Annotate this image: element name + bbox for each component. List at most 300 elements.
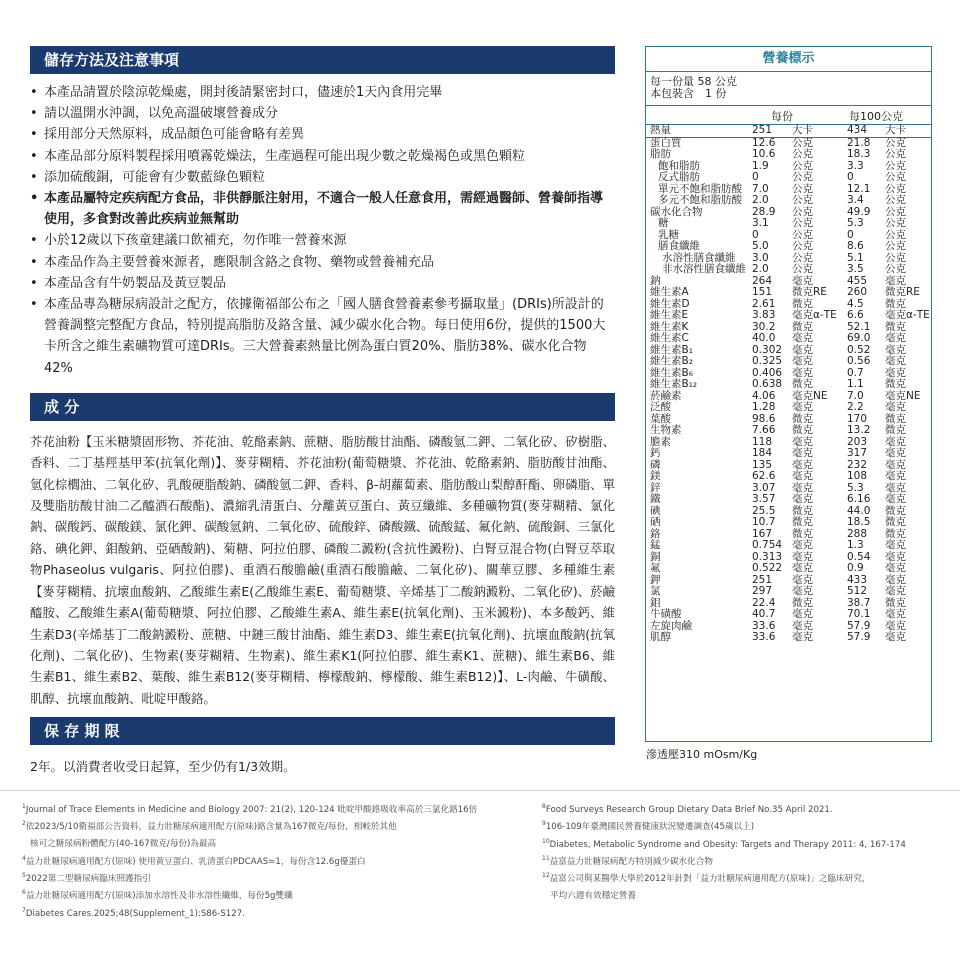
per-serving-value: 12.6 <box>752 136 776 149</box>
footnote-number: 1 <box>22 803 26 810</box>
per-100g-unit: 公克 <box>885 217 906 229</box>
per-100g-unit: 毫克 <box>885 435 906 448</box>
nutrient-name: 維生素B₂ <box>650 355 693 367</box>
servings-per-package: 本包裝含 1 份 <box>650 87 727 100</box>
per-serving-unit: 毫克NE <box>792 389 828 402</box>
per-serving-value: 3.57 <box>752 493 776 505</box>
per-serving-unit: 毫克 <box>792 447 813 459</box>
footnote-number: 5 <box>22 872 26 880</box>
footnote-text: 106-109年臺灣國民營養健康狀況變遷調查(45歲以上) <box>545 822 755 833</box>
nutrient-name: 反式脂肪 <box>658 171 700 183</box>
nutrient-name: 氟 <box>650 562 661 574</box>
per-serving-value: 5.0 <box>752 240 769 252</box>
footnote <box>22 835 527 852</box>
per-serving-unit: 毫克 <box>792 539 813 551</box>
per-100g-value: 1.3 <box>847 539 864 551</box>
footnote <box>22 869 527 886</box>
per-100g-unit: 微克 <box>885 424 906 436</box>
per-100g-value: 44.0 <box>847 504 871 517</box>
nutrition-row <box>646 540 931 552</box>
per-serving-header: 每份 <box>771 110 793 123</box>
per-100g-value: 170 <box>847 412 868 425</box>
footnote <box>22 886 527 903</box>
nutrition-row <box>646 632 931 644</box>
per-serving-unit: 毫克 <box>792 550 813 563</box>
shelf-life-header: 保 存 期 限 <box>30 717 615 745</box>
per-serving-unit: 毫克 <box>792 573 813 586</box>
per-100g-value: 4.5 <box>847 297 864 310</box>
nutrition-row <box>646 264 931 276</box>
nutrient-name: 維生素E <box>650 309 689 321</box>
per-100g-unit: 毫克 <box>885 562 906 574</box>
footnote-number: 4 <box>22 854 26 862</box>
nutrient-name: 脂肪 <box>650 148 671 160</box>
per-serving-value: 3.83 <box>752 309 776 321</box>
nutrient-name: 鈣 <box>650 447 661 459</box>
per-serving-value: 184 <box>752 447 773 459</box>
per-100g-value: 18.3 <box>847 148 871 160</box>
nutrient-name: 維生素A <box>650 286 689 298</box>
per-100g-unit: 毫克 <box>885 366 906 379</box>
per-100g-value: 6.6 <box>847 309 864 321</box>
per-100g-value: 3.3 <box>847 159 864 172</box>
nutrient-name: 單元不飽和脂肪酸 <box>658 182 742 195</box>
per-100g-value: 1.1 <box>847 378 864 390</box>
per-serving-unit: 毫克 <box>792 608 813 620</box>
per-serving-value: 0 <box>752 171 759 183</box>
nutrient-name: 膽素 <box>650 435 671 448</box>
per-100g-unit: 微克 <box>885 297 906 310</box>
nutrient-name: 熱量 <box>650 124 671 136</box>
per-100g-unit: 毫克 <box>885 608 906 620</box>
per-serving-unit: 毫克 <box>792 435 813 448</box>
per-100g-value: 0.54 <box>847 550 871 563</box>
per-serving-unit: 毫克 <box>792 481 813 494</box>
per-100g-unit: 公克 <box>885 136 906 149</box>
per-serving-value: 2.0 <box>752 194 769 206</box>
per-100g-unit: 公克 <box>885 251 906 264</box>
per-100g-unit: 毫克 <box>885 493 906 505</box>
per-serving-unit: 毫克 <box>792 470 813 482</box>
footnote-text: Food Surveys Research Group Dietary Data Brief No.35 April 2021. <box>545 804 833 815</box>
footnote <box>22 904 527 921</box>
nutrient-name: 非水溶性膳食纖維 <box>662 263 746 275</box>
per-100g-value: 5.1 <box>847 251 864 264</box>
per-100g-value: 49.9 <box>847 205 871 218</box>
per-serving-unit: 微克 <box>792 424 813 436</box>
per-serving-unit: 公克 <box>792 136 813 149</box>
per-100g-unit: 毫克 <box>885 573 906 586</box>
per-100g-value: 7.0 <box>847 389 864 402</box>
per-100g-unit: 微克 <box>885 527 906 540</box>
footnote <box>22 817 527 834</box>
footnote-text: 平均六週有效穩定營養 <box>550 891 636 902</box>
per-100g-value: 8.6 <box>847 240 864 252</box>
nutrient-name: 肌醇 <box>650 631 671 643</box>
per-serving-value: 10.6 <box>752 148 776 160</box>
footnote-number: 9 <box>542 820 546 828</box>
per-serving-unit: 毫克 <box>792 401 813 413</box>
per-serving-value: 251 <box>752 124 773 136</box>
footnote-text: Diabetes, Metabolic Syndrome and Obesity: Targets and Therapy 2011: 4, 167-174 <box>549 839 906 850</box>
per-100g-unit: 微克 <box>885 596 906 609</box>
per-100g-value: 0 <box>847 171 854 183</box>
nutrient-name: 鈉 <box>650 274 661 287</box>
per-100g-unit: 公克 <box>885 228 906 241</box>
per-100g-value: 0.52 <box>847 343 871 356</box>
storage-note-item: • 添加硫酸銅，可能會有少數藍綠色顆粒 <box>30 167 615 188</box>
nutrient-name: 氯 <box>650 585 661 597</box>
per-100g-unit: 微克 <box>885 504 906 517</box>
footnote <box>542 886 952 903</box>
per-serving-value: 28.9 <box>752 205 776 218</box>
per-100g-value: 317 <box>847 447 868 459</box>
per-100g-unit: 公克 <box>885 159 906 172</box>
per-100g-unit: 毫克 <box>885 332 906 344</box>
nutrient-name: 鉀 <box>650 573 661 586</box>
footnote-text: 益力壯糖尿病適用配方(原味) 使用黃豆蛋白、乳清蛋白PDCAAS=1，每份含12.6g優蛋白 <box>25 856 366 867</box>
per-serving-value: 0.638 <box>752 378 783 390</box>
nutrition-row <box>646 333 931 345</box>
per-serving-unit: 微克 <box>792 412 813 425</box>
per-100g-unit: 微克RE <box>885 286 920 298</box>
nutrient-name: 鐵 <box>650 493 661 505</box>
per-serving-unit: 微克 <box>792 516 813 528</box>
per-100g-unit: 毫克 <box>885 619 906 632</box>
per-serving-unit: 公克 <box>792 194 813 206</box>
per-serving-unit: 微克 <box>792 527 813 540</box>
ingredients-header: 成 分 <box>30 393 615 421</box>
serving-size: 每一份量 58 公克 <box>650 75 737 88</box>
per-serving-value: 3.07 <box>752 481 776 494</box>
per-serving-unit: 毫克 <box>792 619 813 632</box>
footnote-text: Diabetes Cares.2025;48(Supplement_1):S86-S127. <box>25 908 245 919</box>
per-100g-value: 512 <box>847 585 868 597</box>
ingredients-text: 芥花油粉【玉米糖漿固形物、芥花油、乾酪素鈉、蔗糖、脂肪酸甘油酯、磷酸氫二鉀、二氧化矽、矽樹脂、香料、二丁基羥基甲苯(抗氧化劑)】、麥芽糊精、芥花油粉(葡萄糖漿、芥花油、乾酪素鈉、脂肪酸甘油酯、氫化棕櫚油、二氧化矽、乳酸硬脂酸鈉、磷酸氫二鉀、香料、β-胡蘿蔔素、脂肪酸山梨醇酐酯、卵磷脂、單及雙脂肪酸甘油二乙醯酒石酸酯)、濃縮乳清蛋白、分離黃豆蛋白、黃豆纖維、多種礦物質(麥芽糊精、氯化鈉、碳酸鈣、碳酸鎂、氯化鉀、碳酸氫鈉、二氧化矽、硫酸鋅、磷酸鐵、硫酸錳、氟化鈉、硫酸銅、三氯化鉻、碘化鉀、鉬酸鈉、亞硒酸鈉)、菊糖、阿拉伯膠、磷酸二澱粉(含抗性澱粉)、白腎豆混合物(白腎豆萃取物Phaseolus vulgaris、阿拉伯膠)、重酒石酸膽鹼(重酒石酸膽鹼、二氧化矽)、關華豆膠、多種維生素【麥芽糊精、抗壞血酸鈉、乙酸維生素E(乙酸維生素E、葡萄糖漿、辛烯基丁二酸鈉澱粉、二氧化矽)、菸鹼醯胺、乙酸維生素A(葡萄糖漿、阿拉伯膠、乙酸維生素A、維生素E(抗氧化劑)、玉米澱粉)、本多酸鈣、維生素D3(辛烯基丁二酸鈉澱粉、蔗糖、中鏈三酸甘油酯、維生素D3、維生素E(抗氧化劑)、抗壞血酸鈉(抗氧化劑)、二氧化矽)、生物素(麥芽糊精、生物素)、維生素K1(阿拉伯膠、維生素K1、蔗糖)、維生素B6、維生素B1、維生素B2、葉酸、維生素B12(麥芽糊精、檸檬酸鈉、檸檬酸、維生素B12)】、L-肉鹼、牛磺酸、肌醇、抗壞血酸鈉、吡啶甲酸鉻。 <box>30 433 615 706</box>
per-serving-unit: 公克 <box>792 217 813 229</box>
per-serving-unit: 毫克 <box>792 585 813 597</box>
per-serving-unit: 大卡 <box>792 124 813 136</box>
per-100g-header: 每100公克 <box>849 110 903 123</box>
per-100g-unit: 毫克 <box>885 631 906 643</box>
per-serving-unit: 公克 <box>792 251 813 264</box>
nutrition-row <box>646 517 931 529</box>
per-serving-value: 0.522 <box>752 562 783 574</box>
per-100g-unit: 毫克NE <box>885 389 921 402</box>
nutrient-name: 牛磺酸 <box>650 608 682 620</box>
per-100g-unit: 毫克α-TE <box>885 309 930 321</box>
nutrition-row <box>646 609 931 621</box>
nutrition-row <box>646 425 931 437</box>
storage-note-item: • 請以溫開水沖調，以免高溫破壞營養成分 <box>30 103 615 124</box>
per-serving-unit: 毫克 <box>792 562 813 574</box>
footnote-text: 依2023/5/10衛福部公告資料，益力壯糖尿病適用配方(原味)鉻含量為167微克/每份，相較於其他 <box>25 822 397 833</box>
footnote-text: 核可之糖尿病粉體配方(40-167微克/每份)為最高 <box>30 839 217 850</box>
per-serving-unit: 毫克α-TE <box>792 309 837 321</box>
per-serving-value: 297 <box>752 585 773 597</box>
nutrient-name: 葉酸 <box>650 412 671 425</box>
per-serving-value: 118 <box>752 435 773 448</box>
per-serving-value: 0.754 <box>752 539 783 551</box>
per-serving-value: 40.0 <box>752 332 776 344</box>
nutrient-name: 維生素B₆ <box>650 366 693 379</box>
per-serving-unit: 毫克 <box>792 343 813 356</box>
per-serving-value: 0.313 <box>752 550 783 563</box>
per-serving-value: 135 <box>752 458 773 471</box>
per-serving-value: 4.06 <box>752 389 776 402</box>
nutrient-name: 乳糖 <box>658 228 679 241</box>
nutrition-row <box>646 494 931 506</box>
nutrition-column-headers <box>646 106 931 125</box>
per-serving-value: 0.302 <box>752 343 783 356</box>
nutrient-name: 鉬 <box>650 596 661 609</box>
nutrition-row <box>646 356 931 368</box>
nutrition-row <box>646 287 931 299</box>
nutrient-name: 鋅 <box>650 481 661 494</box>
nutrition-row <box>646 241 931 253</box>
nutrition-row <box>646 586 931 598</box>
footnote-number: 6 <box>22 889 26 897</box>
per-100g-value: 2.2 <box>847 401 864 413</box>
nutrient-name: 錳 <box>650 539 661 551</box>
per-serving-value: 3.0 <box>752 251 769 264</box>
per-100g-value: 38.7 <box>847 596 871 609</box>
per-serving-unit: 微克 <box>792 320 813 333</box>
nutrient-name: 硒 <box>650 516 661 528</box>
per-serving-value: 167 <box>752 527 773 540</box>
nutrient-name: 膳食纖維 <box>658 240 700 252</box>
per-serving-value: 0.406 <box>752 366 783 379</box>
nutrient-name: 生物素 <box>650 424 682 436</box>
nutrient-name: 泛酸 <box>650 401 671 413</box>
shelf-life-text: 2年。以消費者收受日起算，至少仍有1/3效期。 <box>30 759 296 775</box>
per-100g-unit: 毫克 <box>885 447 906 459</box>
per-serving-unit: 毫克 <box>792 366 813 379</box>
per-serving-unit: 毫克 <box>792 355 813 367</box>
nutrient-name: 碘 <box>650 504 661 517</box>
per-serving-value: 7.0 <box>752 182 769 195</box>
per-serving-value: 1.28 <box>752 401 776 413</box>
per-serving-unit: 毫克 <box>792 332 813 344</box>
per-100g-unit: 毫克 <box>885 481 906 494</box>
storage-note-item: • 本產品屬特定疾病配方食品，非供靜脈注射用，不適合一般人任意食用，需經過醫師、營養師指導使用，多食對改善此疾病並無幫助 <box>30 188 615 230</box>
storage-note-item: • 本產品作為主要營養來源者，應限制含鉻之食物、藥物或營養補充品 <box>30 252 615 273</box>
nutrient-name: 維生素D <box>650 297 690 310</box>
nutrition-row <box>646 448 931 460</box>
footnote <box>542 869 952 886</box>
nutrient-name: 維生素K <box>650 320 689 333</box>
storage-note-item: • 採用部分天然原料，成品顏色可能會略有差異 <box>30 124 615 145</box>
nutrition-row <box>646 218 931 230</box>
footnote-number: 11 <box>542 854 550 862</box>
per-serving-value: 251 <box>752 573 773 586</box>
per-serving-unit: 毫克 <box>792 493 813 505</box>
per-100g-unit: 微克 <box>885 320 906 333</box>
per-serving-unit: 公克 <box>792 205 813 218</box>
per-serving-value: 30.2 <box>752 320 776 333</box>
per-serving-unit: 公克 <box>792 159 813 172</box>
per-serving-unit: 公克 <box>792 263 813 275</box>
nutrition-row <box>646 471 931 483</box>
per-100g-unit: 毫克 <box>885 585 906 597</box>
per-serving-unit: 微克 <box>792 596 813 609</box>
nutrient-name: 維生素B₁₂ <box>650 378 698 390</box>
per-100g-unit: 公克 <box>885 240 906 252</box>
per-100g-unit: 毫克 <box>885 550 906 563</box>
footnote <box>542 817 952 834</box>
nutrition-row <box>646 149 931 161</box>
footnote-number: 10 <box>542 837 550 845</box>
serving-info <box>646 72 931 106</box>
per-100g-value: 13.2 <box>847 424 871 436</box>
per-100g-value: 5.3 <box>847 481 864 494</box>
footnote-number: 8 <box>542 803 546 810</box>
per-100g-value: 232 <box>847 458 868 471</box>
per-100g-unit: 毫克 <box>885 401 906 413</box>
nutrient-name: 左旋肉鹼 <box>650 619 692 632</box>
per-serving-value: 1.9 <box>752 159 769 172</box>
footnote-number: 12 <box>542 872 550 880</box>
footnote-number: 2 <box>22 820 26 828</box>
per-100g-unit: 毫克 <box>885 343 906 356</box>
footnote-text: 益富益力壯糖尿病配方特別減少碳水化合物 <box>549 856 713 867</box>
storage-notes-list <box>30 82 615 379</box>
per-100g-unit: 微克 <box>885 412 906 425</box>
storage-note-item: • 本產品專為糖尿病設計之配方，依據衛福部公布之「國人膳食營養素參考攝取量」(DRIs)所設計的營養調整完整配方食品，特別提高脂肪及鉻含量、減少碳水化合物。每日使用6份，提供的1500大卡所含之維生素礦物質可達DRIs。三大營養素熱量比例為蛋白質20%、脂肪38%、碳水化合物42% <box>30 294 615 379</box>
per-serving-unit: 毫克 <box>792 458 813 471</box>
per-100g-value: 3.4 <box>847 194 864 206</box>
nutrition-facts-panel <box>645 46 932 742</box>
per-serving-unit: 毫克 <box>792 631 813 643</box>
nutrient-name: 鎂 <box>650 470 661 482</box>
per-serving-value: 62.6 <box>752 470 776 482</box>
per-serving-value: 33.6 <box>752 619 776 632</box>
per-serving-value: 98.6 <box>752 412 776 425</box>
nutrition-row <box>646 402 931 414</box>
per-serving-value: 40.7 <box>752 608 776 620</box>
per-serving-value: 264 <box>752 274 773 287</box>
nutrition-row <box>646 172 931 184</box>
nutrition-row <box>646 379 931 391</box>
per-100g-unit: 公克 <box>885 171 906 183</box>
storage-note-item: • 本產品部分原料製程採用噴霧乾燥法，生產過程可能出現少數之乾燥褐色或黑色顆粒 <box>30 146 615 167</box>
footnote-text: 益力壯糖尿病適用配方(原味)添加水溶性及非水溶性纖維，每份5g雙纖 <box>25 891 293 902</box>
per-100g-value: 6.16 <box>847 493 871 505</box>
per-serving-value: 151 <box>752 286 773 298</box>
per-100g-value: 3.5 <box>847 263 864 275</box>
per-serving-value: 3.1 <box>752 217 769 229</box>
nutrition-row <box>646 563 931 575</box>
storage-note-item: • 小於12歲以下孩童建議口飲補充，勿作唯一營養來源 <box>30 230 615 251</box>
nutrient-name: 飽和脂肪 <box>658 159 700 172</box>
footnote-text: 益富公司與某醫學大學於2012年針對「益力壯糖尿病適用配方(原味)」之臨床研究， <box>549 873 871 884</box>
per-100g-value: 0.7 <box>847 366 864 379</box>
per-serving-value: 10.7 <box>752 516 776 528</box>
per-serving-value: 25.5 <box>752 504 776 517</box>
nutrition-row <box>646 310 931 322</box>
per-100g-unit: 毫克 <box>885 539 906 551</box>
footnote <box>542 800 952 817</box>
nutrient-name: 糖 <box>658 217 669 229</box>
per-100g-value: 52.1 <box>847 320 871 333</box>
per-serving-value: 7.66 <box>752 424 776 436</box>
storage-note-item: • 本產品請置於陰涼乾燥處，開封後請緊密封口，儘速於1天內食用完畢 <box>30 82 615 103</box>
per-100g-value: 0.9 <box>847 562 864 574</box>
footnotes-left <box>22 800 527 921</box>
per-100g-value: 434 <box>847 124 868 136</box>
per-serving-unit: 公克 <box>792 228 813 241</box>
nutrient-name: 多元不飽和脂肪酸 <box>658 194 742 206</box>
per-100g-unit: 公克 <box>885 263 906 275</box>
per-serving-value: 22.4 <box>752 596 776 609</box>
footnote <box>22 800 527 817</box>
per-serving-unit: 微克 <box>792 297 813 310</box>
footnote-divider <box>0 790 960 791</box>
per-100g-value: 0 <box>847 228 854 241</box>
per-100g-unit: 大卡 <box>885 124 906 136</box>
per-100g-value: 260 <box>847 286 868 298</box>
footnote-number: 7 <box>22 906 26 914</box>
per-100g-unit: 毫克 <box>885 470 906 482</box>
per-serving-unit: 公克 <box>792 182 813 195</box>
per-100g-unit: 微克 <box>885 378 906 390</box>
nutrition-rows <box>646 125 931 644</box>
footnote <box>542 852 952 869</box>
per-100g-unit: 毫克 <box>885 274 906 287</box>
per-100g-value: 108 <box>847 470 868 482</box>
per-100g-unit: 毫克 <box>885 458 906 471</box>
footnote-text: 2022第二型糖尿病臨床照護指引 <box>25 873 151 884</box>
nutrient-name: 維生素B₁ <box>650 343 693 356</box>
per-100g-unit: 微克 <box>885 516 906 528</box>
nutrient-name: 維生素C <box>650 332 689 344</box>
nutrition-title: 營養標示 <box>646 47 931 72</box>
per-100g-value: 57.9 <box>847 631 871 643</box>
osmolality: 滲透壓310 mOsm/Kg <box>646 748 758 761</box>
nutrient-name: 銅 <box>650 550 661 563</box>
nutrition-row <box>646 125 931 137</box>
per-100g-unit: 公克 <box>885 194 906 206</box>
per-serving-unit: 公克 <box>792 171 813 183</box>
per-serving-value: 0.325 <box>752 355 783 367</box>
per-serving-value: 33.6 <box>752 631 776 643</box>
per-100g-value: 57.9 <box>847 619 871 632</box>
per-serving-value: 2.61 <box>752 297 776 310</box>
per-100g-unit: 公克 <box>885 148 906 160</box>
per-100g-unit: 公克 <box>885 205 906 218</box>
per-100g-value: 433 <box>847 573 868 586</box>
per-100g-unit: 毫克 <box>885 355 906 367</box>
left-column <box>30 46 615 775</box>
per-100g-value: 0.56 <box>847 355 871 367</box>
footnotes-right <box>542 800 952 904</box>
storage-note-item: • 本產品含有牛奶製品及黃豆製品 <box>30 273 615 294</box>
storage-header: 儲存方法及注意事項 <box>30 46 615 74</box>
footnote-text: Journal of Trace Elements in Medicine and Biology 2007: 21(2), 120-124 吡啶甲酸鉻吸收率高於三氯化鉻16倍 <box>25 804 478 815</box>
nutrition-row <box>646 195 931 207</box>
per-100g-value: 70.1 <box>847 608 871 620</box>
per-100g-value: 12.1 <box>847 182 871 195</box>
per-serving-unit: 公克 <box>792 240 813 252</box>
per-100g-unit: 公克 <box>885 182 906 195</box>
per-100g-value: 69.0 <box>847 332 871 344</box>
nutrient-name: 水溶性膳食纖維 <box>662 251 736 264</box>
per-serving-unit: 微克 <box>792 378 813 390</box>
per-100g-value: 455 <box>847 274 868 287</box>
nutrient-name: 鉻 <box>650 527 661 540</box>
nutrient-name: 菸鹼素 <box>650 389 682 402</box>
per-100g-value: 203 <box>847 435 868 448</box>
